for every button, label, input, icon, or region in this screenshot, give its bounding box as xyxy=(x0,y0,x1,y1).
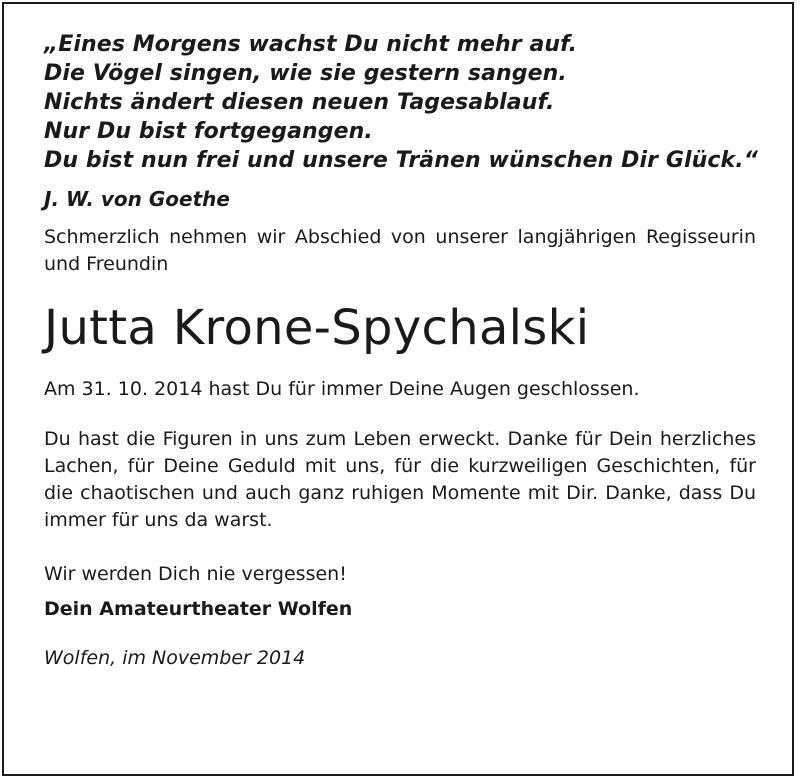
poem-line: Du bist nun frei und unsere Tränen wünschen Dir Glück.“ xyxy=(44,148,758,173)
poem-line: Nichts ändert diesen neuen Tagesablauf. xyxy=(44,90,555,115)
poem-author: J. W. von Goethe xyxy=(44,187,230,211)
poem-line: „Eines Morgens wachst Du nicht mehr auf. xyxy=(44,32,578,57)
death-date-line: Am 31. 10. 2014 hast Du für immer Deine Augen geschlossen. xyxy=(44,378,640,400)
poem-quote xyxy=(44,30,756,175)
obituary-notice xyxy=(44,30,756,672)
poem-line: Nur Du bist fortgegangen. xyxy=(44,119,373,144)
poem-line: Die Vögel singen, wie sie gestern sangen. xyxy=(44,61,567,86)
tribute-text: Du hast die Figuren in uns zum Leben erweckt. Danke für Dein herzliches Lachen, für Deine Geduld mit uns, für die kurzweiligen Geschichten, für die chaotischen und auch ganz ruhigen Momente mit Dir. Danke, dass Du immer für uns da warst. xyxy=(44,428,756,531)
place-and-date: Wolfen, im November 2014 xyxy=(44,647,306,669)
signature: Dein Amateurtheater Wolfen xyxy=(44,598,353,620)
farewell-text: Wir werden Dich nie vergessen! xyxy=(44,563,347,585)
deceased-name: Jutta Krone-Spychalski xyxy=(44,300,590,356)
intro-text: Schmerzlich nehmen wir Abschied von unserer langjährigen Regisseurin und Freundin xyxy=(44,226,756,275)
